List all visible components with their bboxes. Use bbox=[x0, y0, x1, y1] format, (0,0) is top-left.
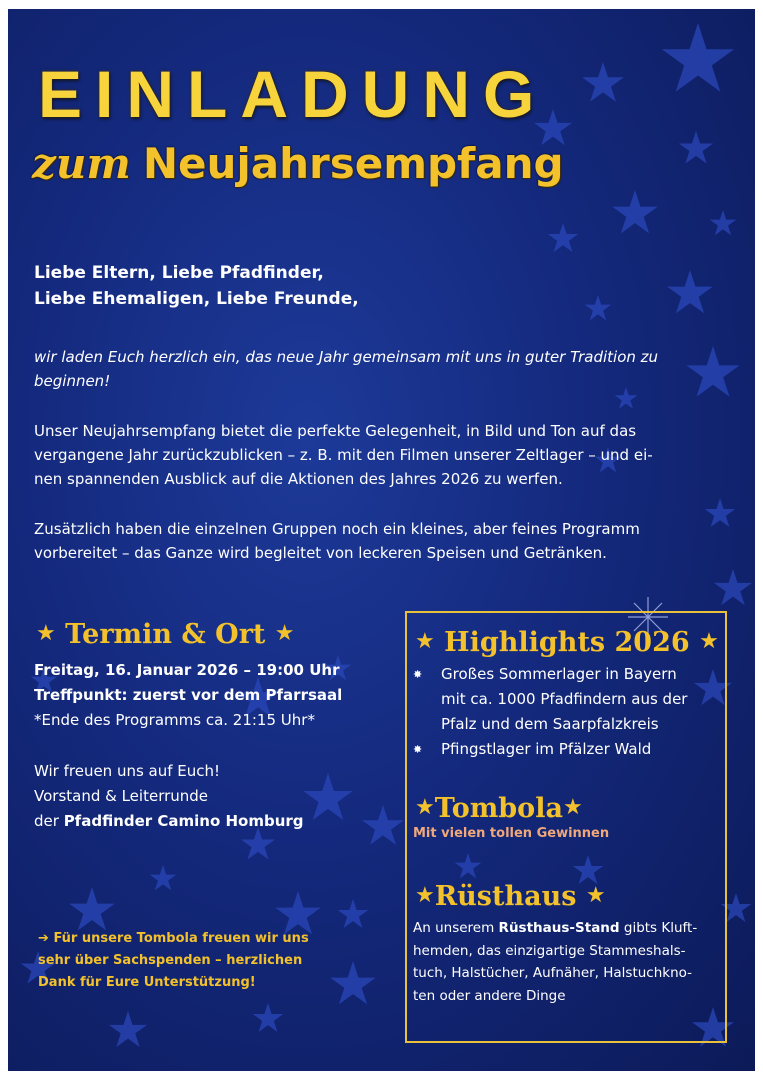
tombola-heading-label: Tombola bbox=[434, 793, 563, 824]
star-icon: ★ bbox=[415, 883, 435, 908]
paragraph-line: vorbereitet – das Ganze wird begleitet von leckeren Speisen und Getränken. bbox=[34, 544, 607, 562]
note-line: sehr über Sachspenden – herzlichen bbox=[38, 953, 303, 968]
termin-date: Freitag, 16. Januar 2026 – 19:00 Uhr bbox=[34, 661, 340, 679]
note-text: Für unsere Tombola freuen wir uns bbox=[53, 931, 309, 946]
page-title: EINLADUNG bbox=[38, 57, 548, 131]
ruesthaus-prefix: An unserem bbox=[413, 920, 499, 936]
bullet-icon: ✸ bbox=[413, 668, 423, 681]
star-icon: ★ bbox=[415, 795, 435, 820]
termin-place: Treffpunkt: zuerst vor dem Pfarrsaal bbox=[34, 686, 343, 704]
list-item bbox=[413, 662, 717, 737]
invitation-poster bbox=[8, 9, 755, 1071]
tombola-subtitle: Mit vielen tollen Gewinnen bbox=[413, 826, 610, 841]
signature-prefix: der bbox=[34, 812, 64, 830]
list-item-line: Pfingstlager im Pfälzer Wald bbox=[441, 740, 652, 758]
closing-signature bbox=[34, 809, 304, 834]
list-item-line: Großes Sommerlager in Bayern bbox=[441, 665, 677, 683]
greeting bbox=[34, 260, 359, 312]
list-item-line: Pfalz und dem Saarpfalzkreis bbox=[441, 715, 659, 733]
ruesthaus-line: ten oder andere Dinge bbox=[413, 987, 566, 1004]
subtitle-event: Neujahrsempfang bbox=[142, 139, 564, 188]
star-icon: ★ bbox=[585, 883, 606, 908]
ruesthaus-suffix: gibts Kluft- bbox=[619, 920, 698, 936]
highlights-heading bbox=[415, 629, 719, 656]
ruesthaus-heading bbox=[415, 883, 606, 910]
donation-note bbox=[38, 928, 358, 994]
paragraph-program bbox=[34, 517, 734, 565]
star-icon: ★ bbox=[274, 621, 295, 646]
paragraph-line: vergangene Jahr zurückzublicken – z. B. mit den Filmen unserer Zeltlager – und ei- bbox=[34, 446, 653, 464]
ruesthaus-line bbox=[413, 917, 717, 940]
paragraph-line: Zusätzlich haben die einzelnen Gruppen noch ein kleines, aber feines Programm bbox=[34, 520, 640, 538]
paragraph-line: nen spannenden Ausblick auf die Aktionen des Jahres 2026 zu werfen. bbox=[34, 470, 563, 488]
ruesthaus-heading-label: Rüsthaus bbox=[434, 881, 577, 912]
signature-organization: Pfadfinder Camino Homburg bbox=[63, 812, 304, 830]
arrow-right-icon: ➔ bbox=[38, 931, 49, 946]
intro-line: beginnen! bbox=[34, 372, 111, 390]
intro-text bbox=[34, 345, 734, 393]
intro-line: wir laden Euch herzlich ein, das neue Jahr gemeinsam mit uns in guter Tradition zu bbox=[34, 348, 659, 366]
star-icon: ★ bbox=[36, 621, 56, 646]
highlights-list bbox=[413, 662, 717, 762]
ruesthaus-stand: Rüsthaus-Stand bbox=[498, 920, 620, 936]
termin-heading-label: Termin & Ort bbox=[65, 619, 266, 650]
highlights-box bbox=[405, 611, 727, 1043]
list-item bbox=[413, 737, 717, 762]
termin-end: *Ende des Programms ca. 21:15 Uhr* bbox=[34, 711, 315, 729]
star-icon: ★ bbox=[415, 629, 435, 654]
note-line: Dank für Eure Unterstützung! bbox=[38, 975, 256, 990]
closing-text bbox=[34, 759, 304, 834]
bullet-icon: ✸ bbox=[413, 743, 423, 756]
closing-line: Wir freuen uns auf Euch! bbox=[34, 762, 221, 780]
note-line bbox=[38, 928, 358, 950]
highlights-heading-label: Highlights 2026 bbox=[444, 627, 690, 658]
star-icon: ★ bbox=[699, 629, 719, 654]
ruesthaus-line: tuch, Halstücher, Aufnäher, Halstuchkno- bbox=[413, 965, 693, 981]
closing-line: Vorstand & Leiterrunde bbox=[34, 787, 209, 805]
tombola-heading bbox=[415, 795, 583, 822]
subtitle-zum: zum bbox=[32, 139, 131, 188]
termin-heading bbox=[36, 621, 295, 648]
ruesthaus-text bbox=[413, 917, 717, 1007]
page-subtitle bbox=[32, 139, 564, 188]
star-icon: ★ bbox=[562, 795, 583, 820]
ruesthaus-line: hemden, das einzigartige Stammeshals- bbox=[413, 942, 686, 959]
greeting-line: Liebe Ehemaligen, Liebe Freunde, bbox=[34, 289, 359, 309]
paragraph-line: Unser Neujahrsempfang bietet die perfekte Gelegenheit, in Bild und Ton auf das bbox=[34, 422, 637, 440]
paragraph-reception bbox=[34, 419, 734, 491]
greeting-line: Liebe Eltern, Liebe Pfadfinder, bbox=[34, 263, 324, 283]
list-item-line: mit ca. 1000 Pfadfindern aus der bbox=[441, 690, 688, 708]
termin-details bbox=[34, 658, 342, 733]
